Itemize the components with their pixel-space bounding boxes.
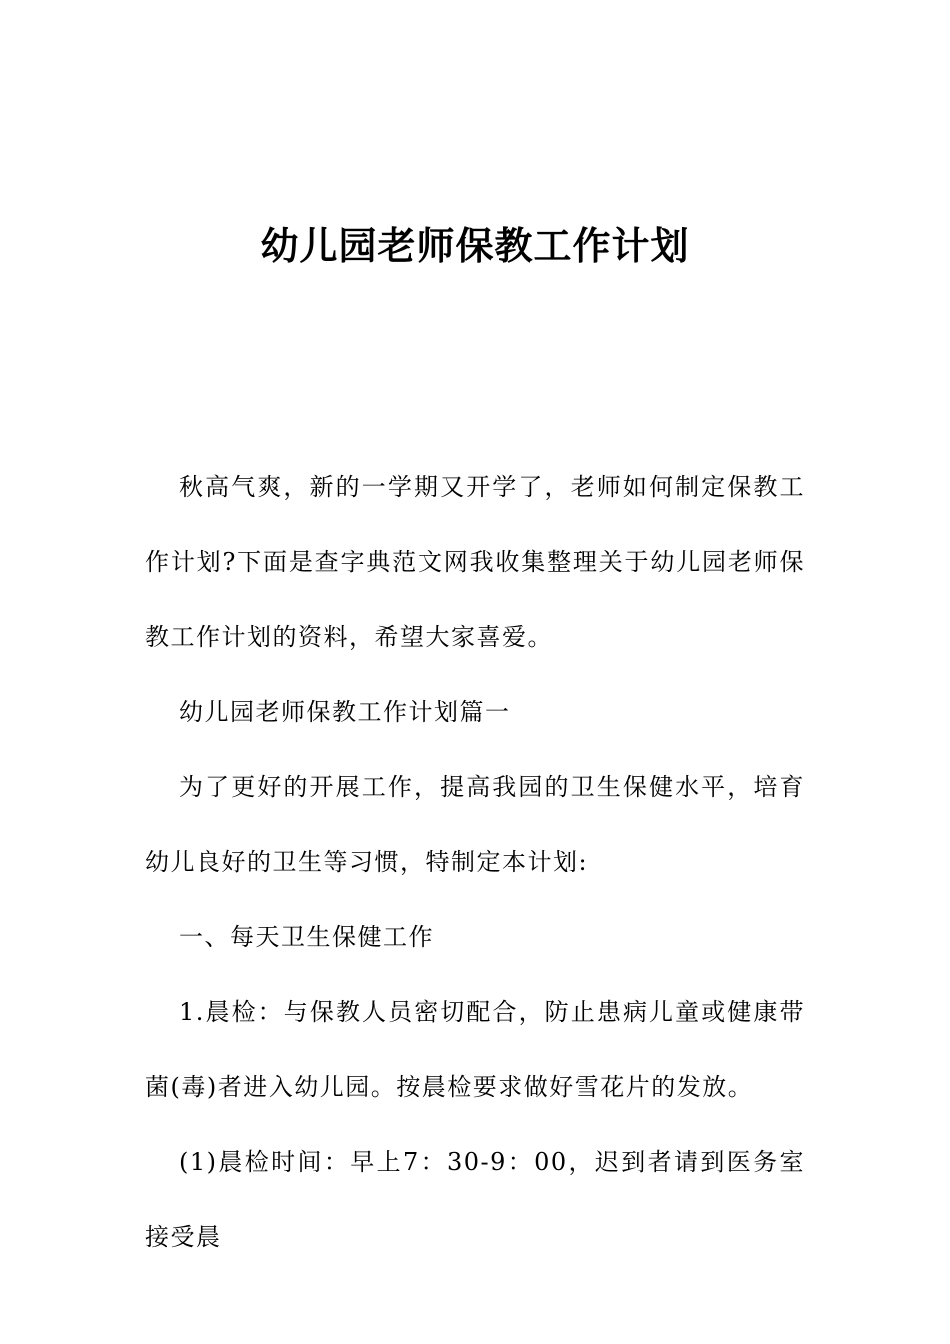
paragraph-intro: 秋高气爽，新的一学期又开学了，老师如何制定保教工作计划?下面是查字典范文网我收集整理关于幼儿园老师保教工作计划的资料，希望大家喜爱。 [145, 473, 805, 651]
paragraph-morning-check-time: (1)晨检时间：早上7：30-9：00，迟到者请到医务室接受晨 [145, 1148, 805, 1251]
document-title: 幼儿园老师保教工作计划 [260, 224, 690, 268]
document-body [145, 450, 805, 1275]
paragraph-purpose: 为了更好的开展工作，提高我园的卫生保健水平，培育幼儿良好的卫生等习惯，特制定本计划: [145, 773, 805, 876]
paragraph-morning-check: 1.晨检：与保教人员密切配合，防止患病儿童或健康带菌(毒)者进入幼儿园。按晨检要求做好雪花片的发放。 [145, 998, 805, 1101]
section-heading-daily-health: 一、每天卫生保健工作 [179, 923, 434, 951]
section-heading-part-one: 幼儿园老师保教工作计划篇一 [179, 698, 511, 726]
